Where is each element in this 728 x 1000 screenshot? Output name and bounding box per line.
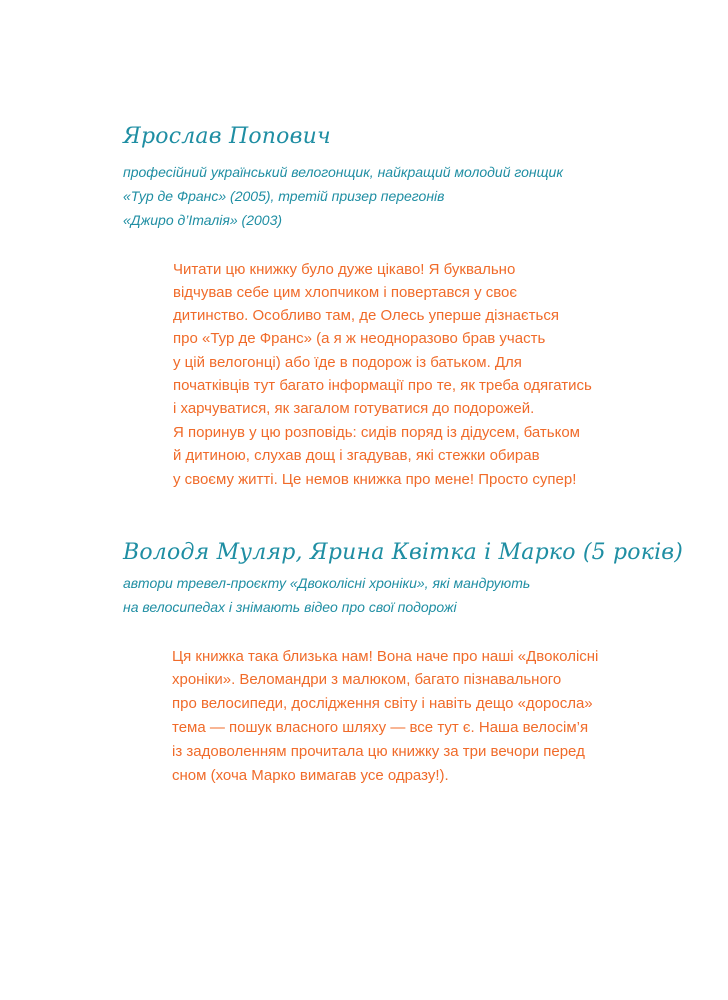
quote-line: й дитиною, слухав дощ і згадував, які стежки обирав	[173, 447, 540, 464]
quote-line: відчував себе цим хлопчиком і повертався у своє	[173, 284, 518, 301]
quote-line: у цій велогонці) або їде в подорож із батьком. Для	[173, 354, 522, 371]
quote-line: про велосипеди, дослідження світу і навіть дещо «доросла»	[172, 695, 593, 712]
quote-line: Ця книжка така близька нам! Вона наче про наші «Двоколісні	[172, 648, 599, 665]
author-description-line: «Джиро д’Італія» (2003)	[123, 212, 283, 228]
quote-line: із задоволенням прочитала цю книжку за три вечори перед	[172, 743, 585, 760]
quote-line: Читати цю книжку було дуже цікаво! Я буквально	[173, 261, 516, 278]
quote-line: про «Тур де Франс» (а я ж неодноразово брав участь	[173, 330, 546, 347]
quote-line: сном (хоча Марко вимагав усе одразу!).	[172, 767, 449, 784]
author-description-line: на велосипедах і знімають відео про свої подорожі	[123, 599, 457, 615]
author-description-line: професійний український велогонщик, найкращий молодий гонщик	[123, 164, 563, 180]
author-description-line: «Тур де Франс» (2005), третій призер перегонів	[123, 188, 445, 204]
quote-line: дитинство. Особливо там, де Олесь уперше дізнається	[173, 307, 559, 324]
author-description-line: автори тревел-проєкту «Двоколісні хроніки», які мандрують	[123, 575, 531, 591]
quote-line: у своєму житті. Це немов книжка про мене! Просто супер!	[173, 471, 577, 488]
author-name: Володя Муляр, Ярина Квітка і Марко (5 років)	[123, 540, 684, 565]
quote-line: тема — пошук власного шляху — все тут є. Наша велосім’я	[172, 719, 589, 736]
quote-line: початківців тут багато інформації про те, як треба одягатись	[173, 377, 592, 394]
author-name: Ярослав Попович	[123, 124, 331, 149]
quote-line: і харчуватися, як загалом готуватися до подорожей.	[173, 400, 535, 417]
quote-line: Я поринув у цю розповідь: сидів поряд із дідусем, батьком	[173, 424, 580, 441]
quote-line: хроніки». Веломандри з малюком, багато пізнавального	[172, 671, 562, 688]
